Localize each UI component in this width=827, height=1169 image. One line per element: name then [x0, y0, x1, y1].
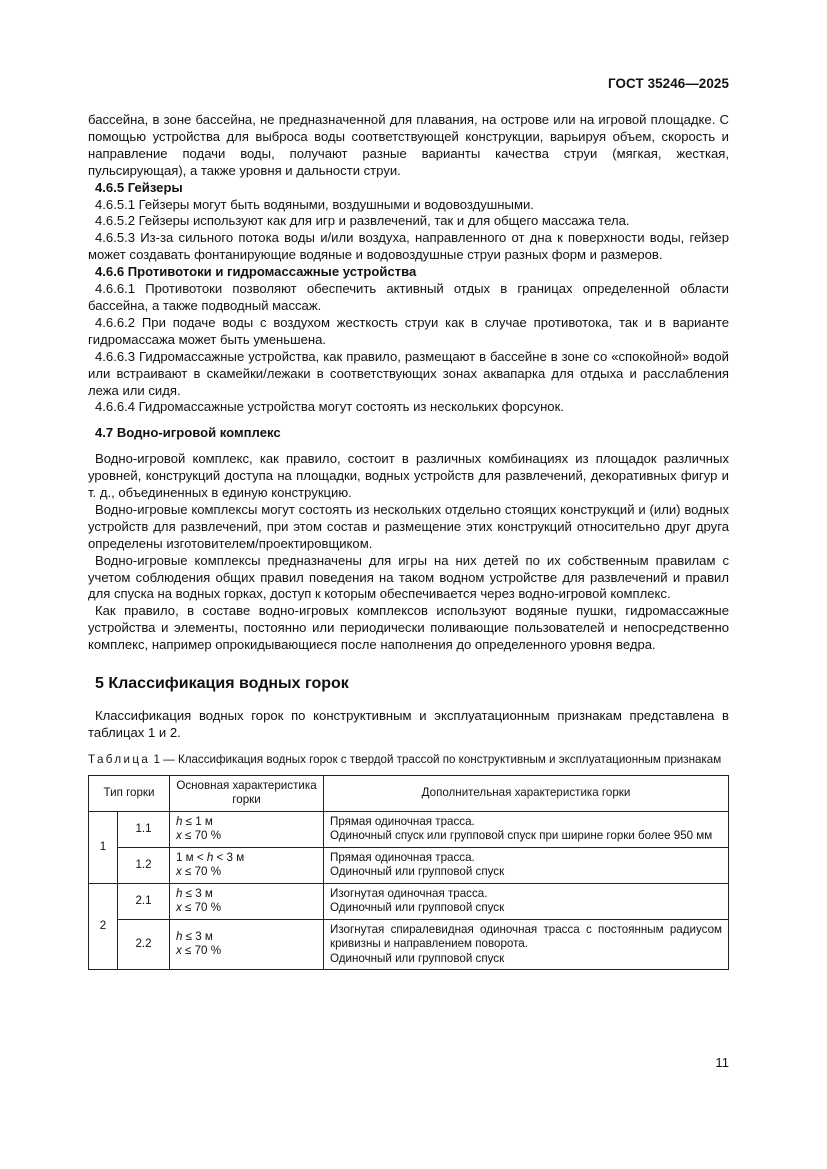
paragraph: Водно-игровые комплексы предназначены для игры на них детей по их собственным правилам с учетом соблюдения общих правил поведения на таком водном устройстве для развлечений и правил для спуска на водных горках, доступ к которым обеспечивается через водно-игровой комплекс. — [88, 552, 729, 602]
main-cell: h ≤ 3 м x ≤ 70 % — [170, 883, 324, 919]
page-number: 11 — [715, 1055, 729, 1070]
extra-cell: Прямая одиночная трасса. Одиночный или групповой спуск — [324, 847, 729, 883]
section-heading-4-6-6: 4.6.6 Противотоки и гидромассажные устройства — [95, 264, 417, 280]
code-cell: 1.2 — [118, 847, 170, 883]
paragraph: 4.6.6.2 При подаче воды с воздухом жесткость струи как в случае противотока, так и в варианте гидромассажа может быть уменьшена. — [88, 314, 729, 347]
table-row — [89, 811, 729, 847]
main-cell: h ≤ 3 м x ≤ 70 % — [170, 919, 324, 970]
paragraph: 4.6.6.3 Гидромассажные устройства, как правило, размещают в бассейне в зоне со «спокойной» водой или встраивают в скамейки/лежаки в соответствующих зонах аквапарка для отдыха и расслабления лежа или сидя. — [88, 348, 729, 398]
table-header-row — [89, 775, 729, 811]
code-cell: 1.1 — [118, 811, 170, 847]
extra-cell: Изогнутая одиночная трасса. Одиночный или групповой спуск — [324, 883, 729, 919]
document-id: ГОСТ 35246—2025 — [608, 76, 729, 91]
document-body — [88, 112, 729, 970]
table-caption — [88, 752, 729, 769]
section-heading-4-6-5: 4.6.5 Гейзеры — [95, 179, 183, 195]
header-extra: Дополнительная характеристика горки — [324, 775, 729, 811]
paragraph: 4.6.5.2 Гейзеры используют как для игр и развлечений, так и для общего массажа тела. — [95, 213, 630, 229]
paragraph: 4.6.5.1 Гейзеры могут быть водяными, воздушными и водовоздушными. — [95, 196, 534, 212]
table-caption-text: 1 — Классификация водных горок с твердой трассой по конструктивным и эксплуатационным признакам — [150, 752, 722, 766]
group-cell: 2 — [89, 883, 118, 970]
paragraph: Как правило, в составе водно-игровых комплексов используют водяные пушки, гидромассажные устройства и элементы, постоянно или периодически поливающие пользователей и непосредственно комплекс, например опрокидывающиеся после наполнения до определенного уровня ведра. — [88, 603, 729, 653]
code-cell: 2.2 — [118, 919, 170, 970]
section-heading-5: 5 Классификация водных горок — [95, 675, 349, 693]
extra-cell: Прямая одиночная трасса. Одиночный спуск или групповой спуск при ширине горки более 950 мм — [324, 811, 729, 847]
table-row — [89, 883, 729, 919]
paragraph: Водно-игровые комплексы могут состоять из нескольких отдельно стоящих конструкций и (или) водных устройств для развлечений, при этом состав и размещение этих конструкций относительно друг друга определены изготовителем/проектировщиком. — [88, 501, 729, 551]
section-heading-4-7: 4.7 Водно-игровой комплекс — [95, 425, 281, 441]
paragraph: 4.6.5.3 Из-за сильного потока воды и/или воздуха, направленного от дна к поверхности воды, гейзер может создавать фонтанирующие водяные и водовоздушные струи разных форм и размеров. — [88, 230, 729, 263]
paragraph: Классификация водных горок по конструктивным и эксплуатационным признакам представлена в таблицах 1 и 2. — [88, 708, 729, 740]
paragraph: 4.6.6.4 Гидромассажные устройства могут состоять из нескольких форсунок. — [95, 399, 564, 415]
main-cell: h ≤ 1 м x ≤ 70 % — [170, 811, 324, 847]
header-main: Основная характеристика горки — [170, 775, 324, 811]
extra-cell: Изогнутая спиралевидная одиночная трасса с постоянным радиусом кривизны и направлением поворота. Одиночный или групповой спуск — [324, 919, 729, 970]
main-cell: 1 м < h < 3 м x ≤ 70 % — [170, 847, 324, 883]
group-cell: 1 — [89, 811, 118, 883]
header-type: Тип горки — [89, 775, 170, 811]
code-cell: 2.1 — [118, 883, 170, 919]
table-caption-label: Таблица — [88, 752, 151, 766]
paragraph: Водно-игровой комплекс, как правило, состоит в различных комбинациях из площадок различных уровней, конструкций доступа на площадки, водных устройств для развлечений, декоративных фигур и т. д., объединенных в единую конструкцию. — [88, 451, 729, 501]
paragraph: бассейна, в зоне бассейна, не предназначенной для плавания, на острове или на игровой площадке. С помощью устройства для выброса воды соответствующей конструкции, варьируя объем, скорость и направление подачи воды, получают разные варианты качества струи (мягкая, жесткая, пульсирующая), а также уровня и дальности струи. — [88, 112, 729, 178]
classification-table — [88, 775, 729, 971]
paragraph: 4.6.6.1 Противотоки позволяют обеспечить активный отдых в границах определенной области бассейна, а также подводный массаж. — [88, 281, 729, 313]
table-row — [89, 847, 729, 883]
table-row — [89, 919, 729, 970]
